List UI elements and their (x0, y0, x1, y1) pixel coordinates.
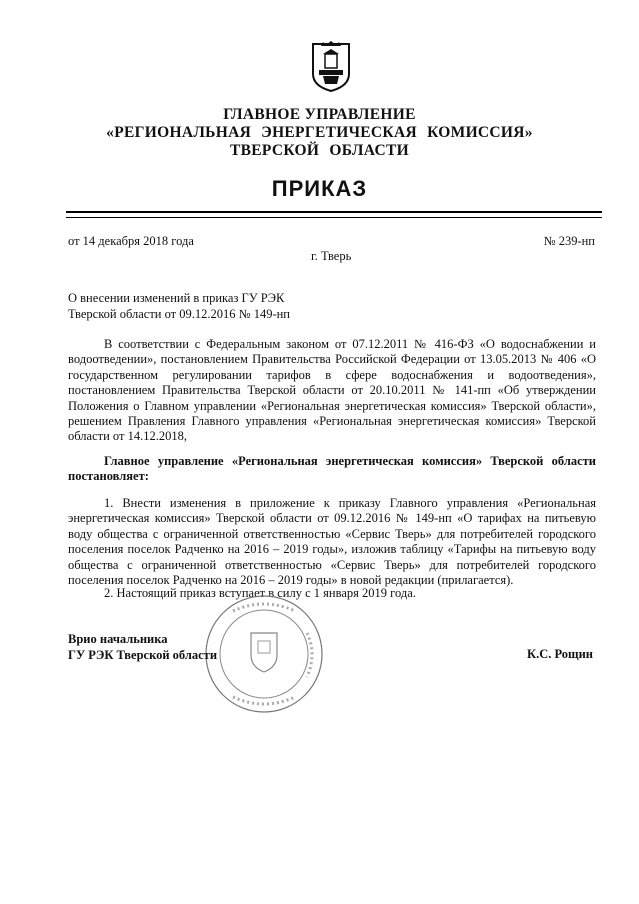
position-line2: ГУ РЭК Тверской области (68, 648, 218, 662)
org-name-line1: ГЛАВНОЕ УПРАВЛЕНИЕ (223, 106, 416, 123)
position-line1: Врио начальника (68, 632, 168, 646)
subject-line2: Тверской области от 09.12.2016 № 149-нп (68, 307, 290, 321)
order-date: от 14 декабря 2018 года (68, 234, 194, 248)
org-name-line2: «РЕГИОНАЛЬНАЯ ЭНЕРГЕТИЧЕСКАЯ КОМИССИЯ» (106, 124, 533, 141)
order-city: г. Тверь (311, 249, 352, 263)
resolves-paragraph: Главное управление «Региональная энергетическая комиссия» Тверской области постановляет: (68, 454, 596, 484)
document-title: ПРИКАЗ (271, 176, 368, 201)
official-seal-icon (203, 593, 325, 715)
header-rule-thin (66, 217, 602, 218)
order-subject (68, 290, 378, 322)
signatory-name: К.С. Рощин (527, 647, 593, 661)
org-name-line3: ТВЕРСКОЙ ОБЛАСТИ (230, 142, 409, 159)
order-number: № 239-нп (543, 234, 595, 248)
preamble-paragraph: В соответствии с Федеральным законом от 07.12.2011 № 416-ФЗ «О водоснабжении и водоотведении», постановлением Правительства Российской Федерации от 13.05.2013 № 406 «О государственном регулировании тарифов в сфере водоснабжения и водоотведения», постановлением Правительства Тверской области от 20.10.2011 № 141-пп «Об утверждении Положения о Главном управлении «Региональная энергетическая комиссия» Тверской области», решением Правления Главного управления «Региональная энергетическая комиссия» Тверской области от 14.12.2018, (68, 337, 596, 444)
tver-coat-of-arms-icon (311, 40, 351, 92)
subject-line1: О внесении изменений в приказ ГУ РЭК (68, 291, 285, 305)
item1-paragraph: 1. Внести изменения в приложение к приказу Главного управления «Региональная энергетическая комиссия» Тверской области от 09.12.2016 № 149-нп «О тарифах на питьевую воду общества с ограниченной ответственностью «Сервис Тверь» для потребителей городского поселения поселок Радченко на 2016 – 2019 годы», изложив таблицу «Тарифы на питьевую воду общества с ограниченной ответственностью «Сервис Тверь» для потребителей городского поселения поселок Радченко на 2016 – 2019 годы» в новой редакции (прилагается). (68, 496, 596, 588)
item2-paragraph: 2. Настоящий приказ вступает в силу с 1 января 2019 года. (104, 586, 416, 600)
signatory-position (68, 631, 217, 663)
header-rule-thick (66, 211, 602, 213)
